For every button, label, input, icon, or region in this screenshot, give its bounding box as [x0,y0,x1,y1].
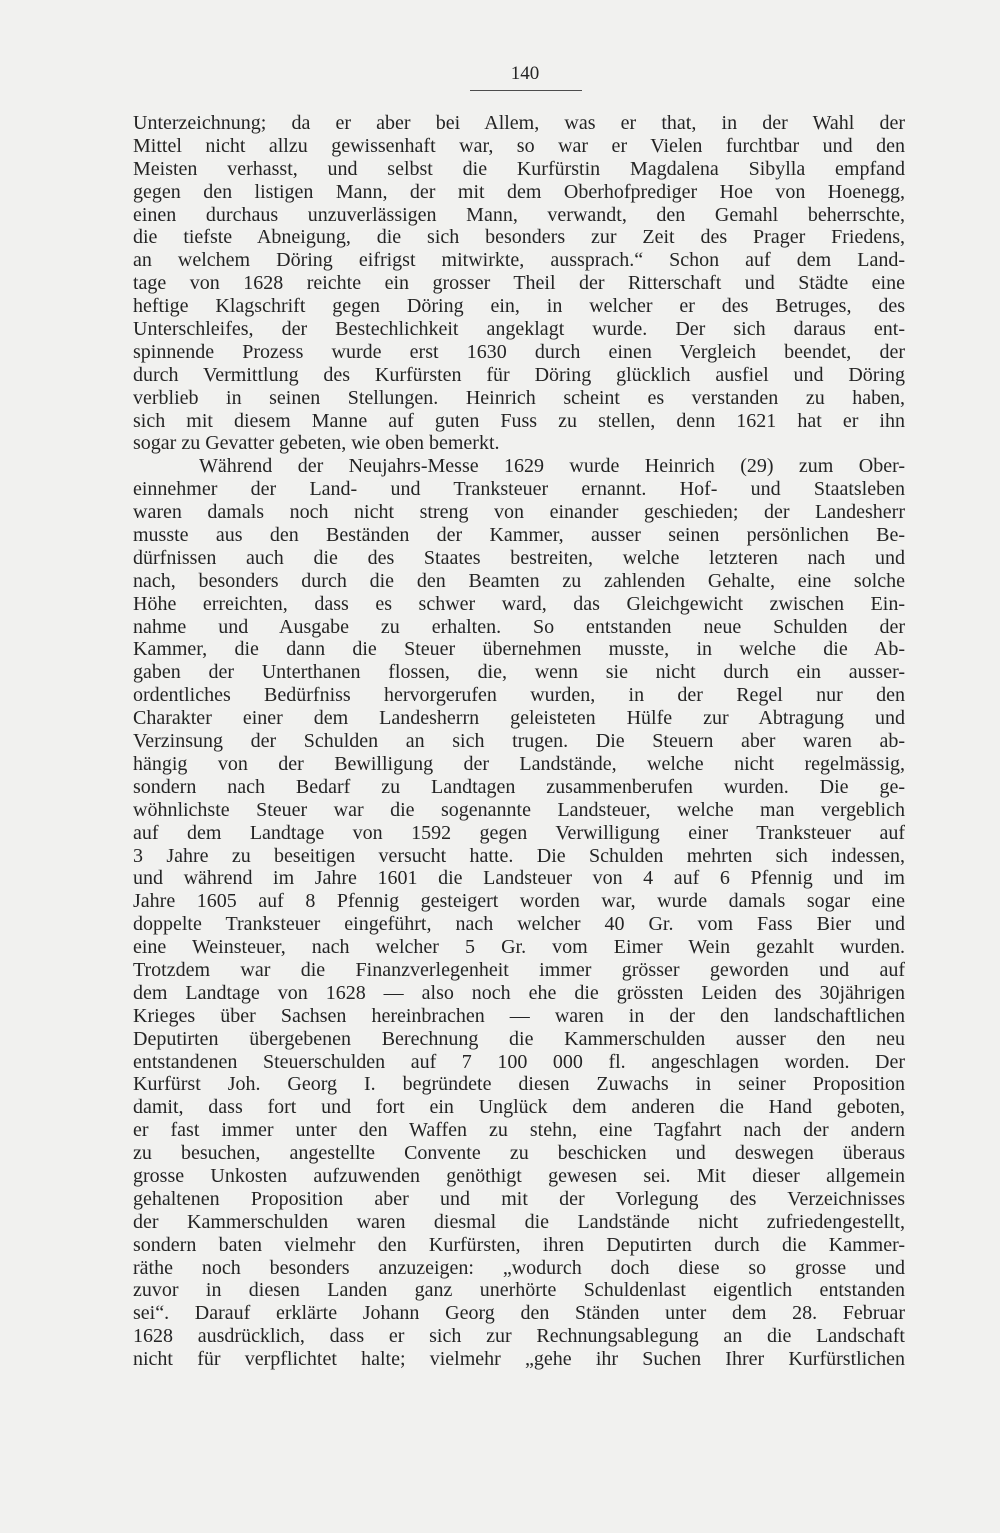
text-line: spinnende Prozess wurde erst 1630 durch einen Vergleich beendet, der [133,340,905,363]
text-line: und während im Jahre 1601 die Landsteuer von 4 auf 6 Pfennig und im [133,867,905,890]
text-line: eine Weinsteuer, nach welcher 5 Gr. vom Eimer Wein gezahlt wurden. [133,936,905,959]
text-line: Jahre 1605 auf 8 Pfennig gesteigert worden war, wurde damals sogar eine [133,890,905,913]
text-line: heftige Klagschrift gegen Döring ein, in welcher er des Betruges, des [133,295,905,318]
text-line: musste aus den Beständen der Kammer, ausser seinen persönlichen Be- [133,524,905,547]
text-line: an welchem Döring eifrigst mitwirkte, aussprach.“ Schon auf dem Land- [133,249,905,272]
body-text [133,112,905,1371]
text-line: sondern baten vielmehr den Kurfürsten, ihren Deputirten durch die Kammer- [133,1233,905,1256]
text-line: tage von 1628 reichte ein grosser Theil der Ritterschaft und Städte eine [133,272,905,295]
text-line: Unterzeichnung; da er aber bei Allem, was er that, in der Wahl der [133,112,905,134]
text-line: einnehmer der Land- und Tranksteuer ernannt. Hof- und Staatsleben [133,478,905,501]
text-line: gegen den listigen Mann, der mit dem Oberhofprediger Hoe von Hoenegg, [133,180,905,203]
text-line: hängig von der Bewilligung der Landstände, welche nicht regelmässig, [133,752,905,775]
paragraph-start-line: Während der Neujahrs-Messe 1629 wurde Heinrich (29) zum Ober- [199,455,905,478]
text-line: der Kammerschulden waren diesmal die Landstände nicht zufriedengestellt, [133,1210,905,1233]
text-line: nicht für verpflichtet halte; vielmehr „gehe ihr Suchen Ihrer Kurfürstlichen [133,1348,905,1371]
text-line: verblieb in seinen Stellungen. Heinrich scheint es verstanden zu haben, [133,386,905,409]
text-line: Verzinsung der Schulden an sich trugen. Die Steuern aber waren ab- [133,730,905,753]
header-rule [470,90,582,91]
text-line: Charakter einer dem Landesherrn geleisteten Hülfe zur Abtragung und [133,707,905,730]
text-line: waren damals noch nicht streng von einander geschieden; der Landesherr [133,501,905,524]
text-line: Kammer, die dann die Steuer übernehmen musste, in welche die Ab- [133,638,905,661]
text-line: grosse Unkosten aufzuwenden genöthigt gewesen sei. Mit dieser allgemein [133,1164,905,1187]
text-line: Krieges über Sachsen hereinbrachen — waren in der den landschaftlichen [133,1004,905,1027]
text-line: einen durchaus unzuverlässigen Mann, verwandt, den Gemahl beherrschte, [133,203,905,226]
text-line: gaben der Unterthanen flossen, die, wenn sie nicht durch ein ausser- [133,661,905,684]
text-line: 1628 ausdrücklich, dass er sich zur Rechnungsablegung an die Landschaft [133,1325,905,1348]
text-line: Unterschleifes, der Bestechlichkeit angeklagt wurde. Der sich daraus ent- [133,318,905,341]
text-line: sondern nach Bedarf zu Landtagen zusammenberufen wurden. Die ge- [133,775,905,798]
text-line: Deputirten übergebenen Berechnung die Kammerschulden ausser den neu [133,1027,905,1050]
text-line: nach, besonders durch die den Beamten zu zahlenden Gehalte, eine solche [133,569,905,592]
text-line: die tiefste Abneigung, die sich besonders zur Zeit des Prager Friedens, [133,226,905,249]
text-line: dürfnissen auch die des Staates bestreiten, welche letzteren nach und [133,546,905,569]
text-line: dem Landtage von 1628 — also noch ehe die grössten Leiden des 30jährigen [133,981,905,1004]
text-line: Meisten verhasst, und selbst die Kurfürstin Magdalena Sibylla empfand [133,157,905,180]
text-line: Trotzdem war die Finanzverlegenheit immer grösser geworden und auf [133,958,905,981]
text-line: damit, dass fort und fort ein Unglück dem anderen die Hand geboten, [133,1096,905,1119]
text-line: durch Vermittlung des Kurfürsten für Döring glücklich ausfiel und Döring [133,363,905,386]
text-line: zuvor in diesen Landen ganz unerhörte Schuldenlast eigentlich entstanden [133,1279,905,1302]
text-line: räthe noch besonders anzuzeigen: „wodurch doch diese so grosse und [133,1256,905,1279]
text-line: doppelte Tranksteuer eingeführt, nach welcher 40 Gr. vom Fass Bier und [133,913,905,936]
text-line: 3 Jahre zu beseitigen versucht hatte. Die Schulden mehrten sich indessen, [133,844,905,867]
text-line: er fast immer unter den Waffen zu stehn, eine Tagfahrt nach der andern [133,1119,905,1142]
text-line: ordentliches Bedürfniss hervorgerufen wurden, in der Regel nur den [133,684,905,707]
text-line: sich mit diesem Manne auf guten Fuss zu stellen, denn 1621 hat er ihn [133,409,905,432]
text-line: entstandenen Steuerschulden auf 7 100 000 fl. angeschlagen worden. Der [133,1050,905,1073]
text-line: wöhnlichste Steuer war die sogenannte Landsteuer, welche man vergeblich [133,798,905,821]
text-line: Mittel nicht allzu gewissenhaft war, so war er Vielen furchtbar und den [133,134,905,157]
text-line: Kurfürst Joh. Georg I. begründete diesen Zuwachs in seiner Proposition [133,1073,905,1096]
page-number: 140 [510,63,540,84]
text-line: sei“. Darauf erklärte Johann Georg den Ständen unter dem 28. Februar [133,1302,905,1325]
text-line: Höhe erreichten, dass es schwer ward, das Gleichgewicht zwischen Ein- [133,592,905,615]
text-line: auf dem Landtage von 1592 gegen Verwilligung einer Tranksteuer auf [133,821,905,844]
paragraph-end-line: sogar zu Gevatter gebeten, wie oben bemerkt. [133,432,500,455]
text-line: zu besuchen, angestellte Convente zu beschicken und deswegen überaus [133,1142,905,1165]
text-line: nahme und Ausgabe zu erhalten. So entstanden neue Schulden der [133,615,905,638]
text-line: gehaltenen Proposition aber und mit der Vorlegung des Verzeichnisses [133,1187,905,1210]
